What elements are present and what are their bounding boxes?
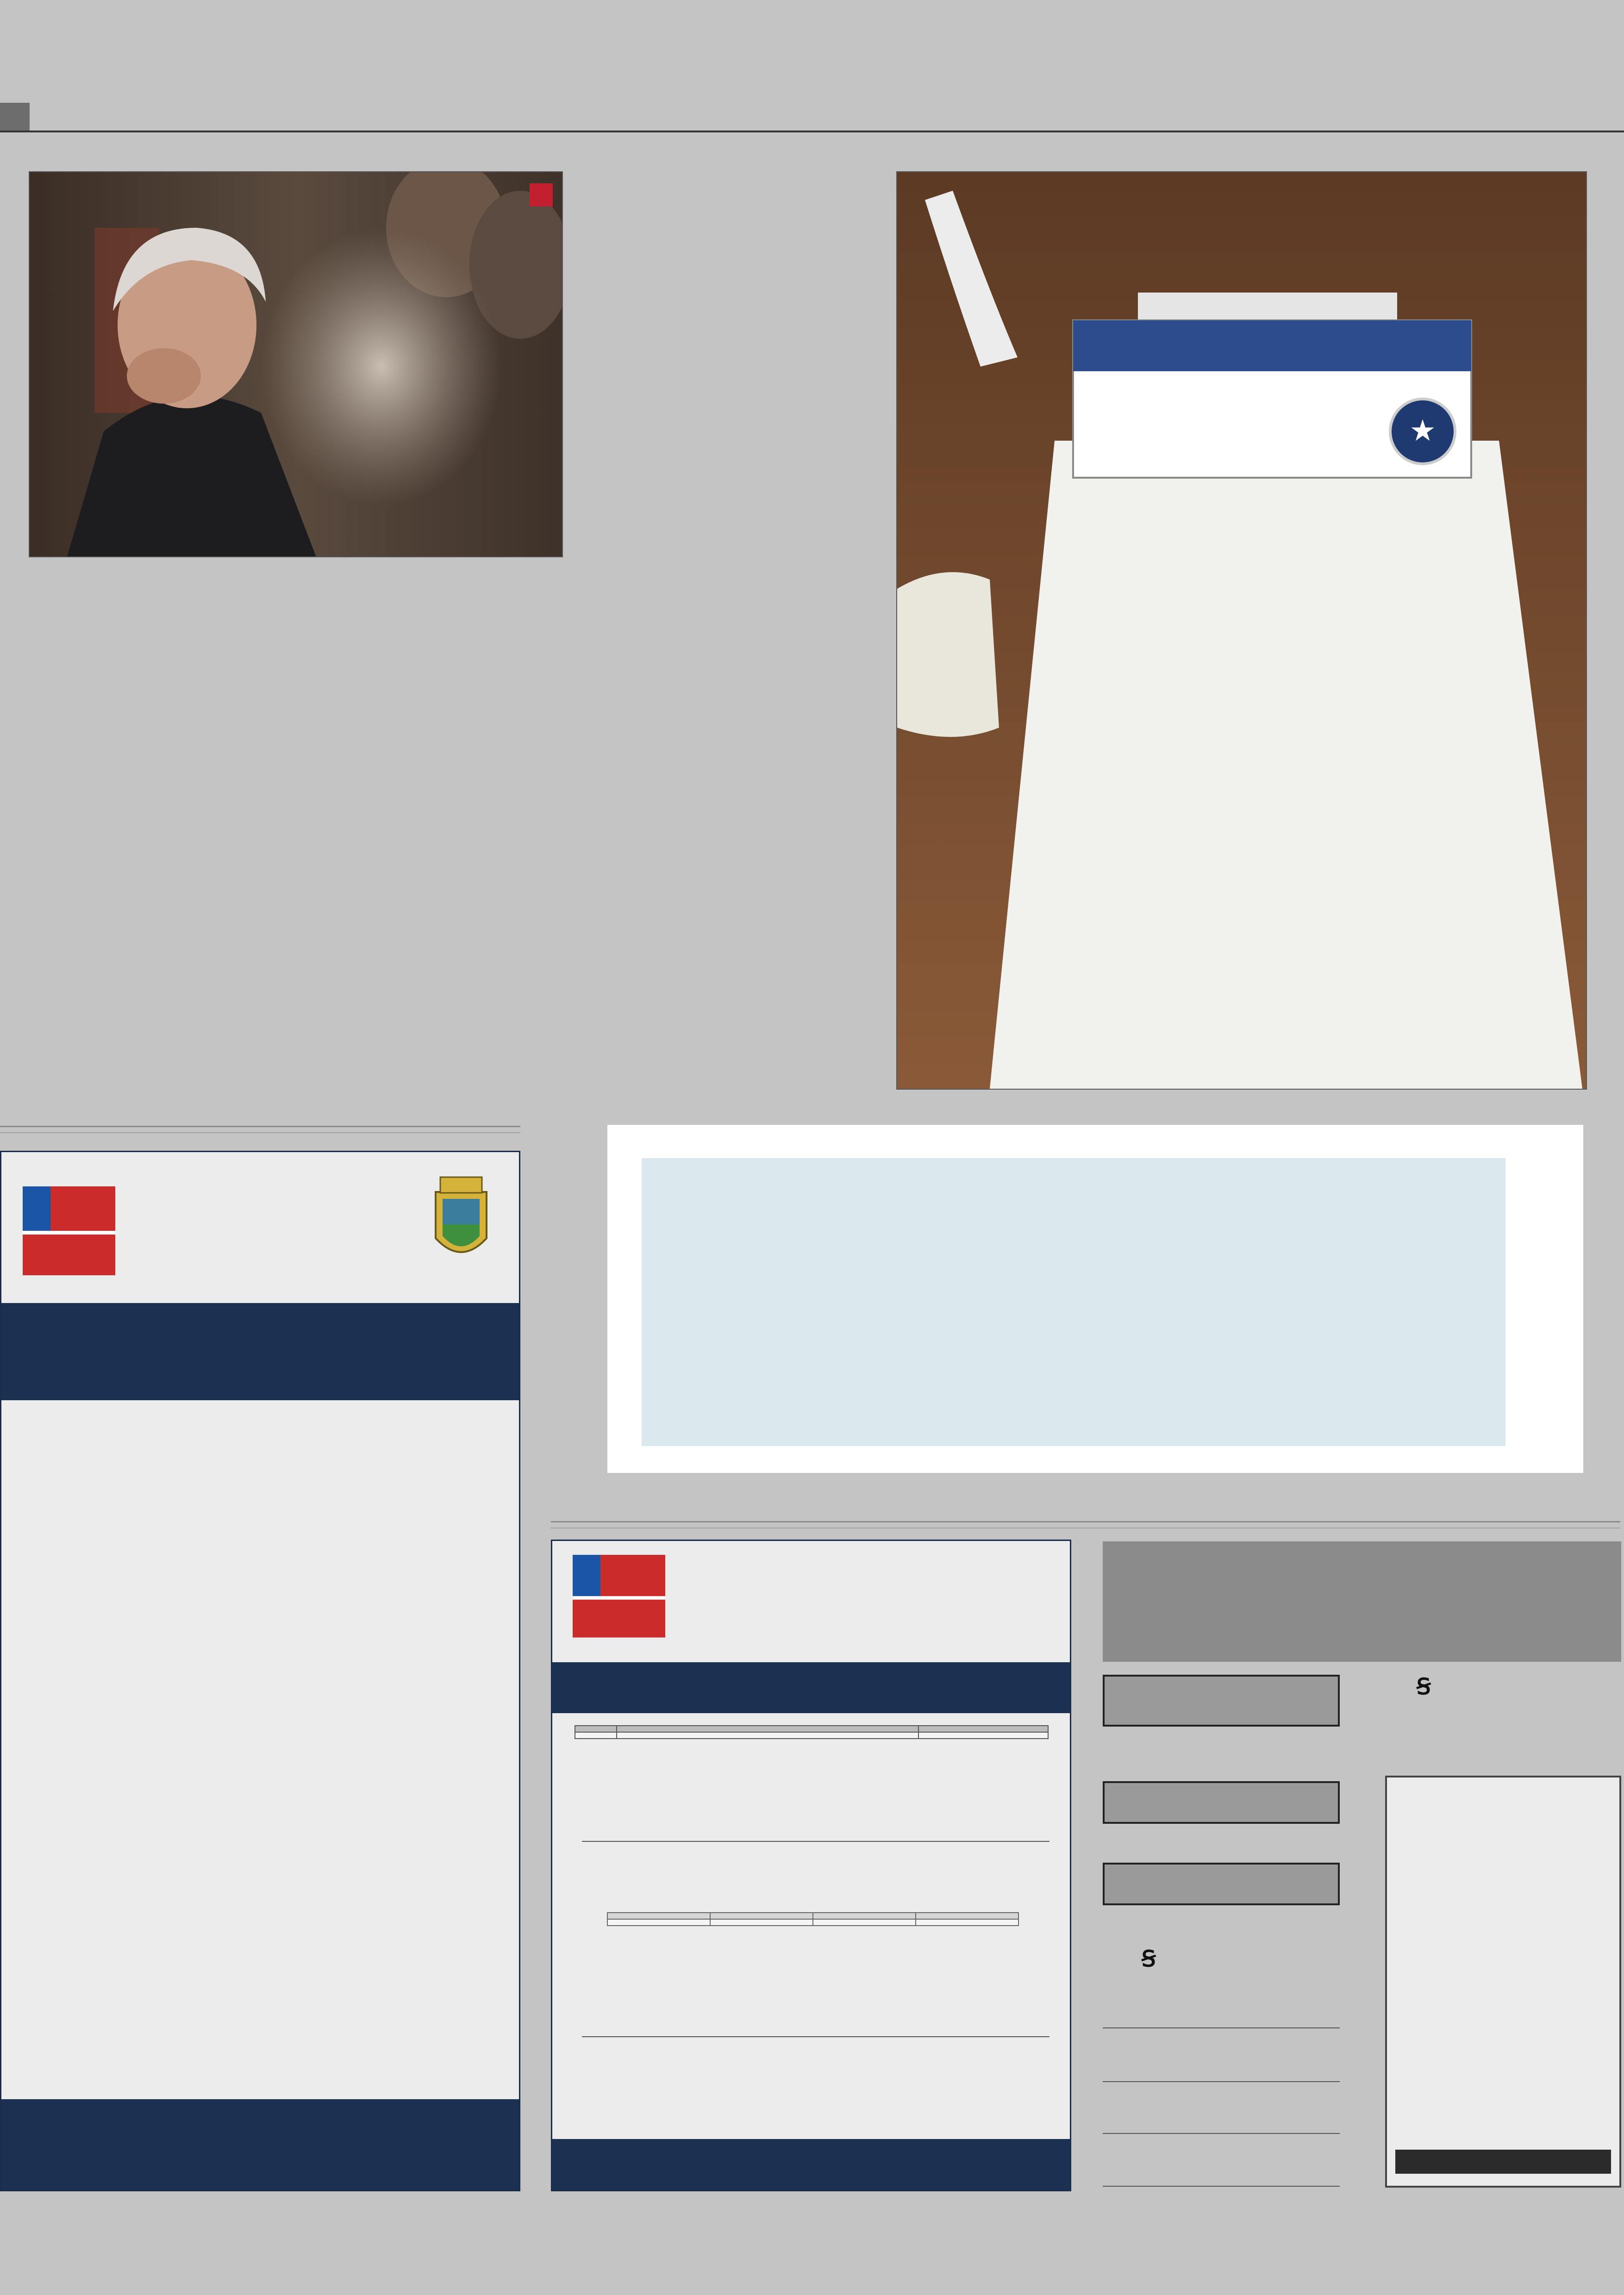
- ad2-requirements-table: [607, 1912, 1019, 1926]
- notice-divider: [1103, 2186, 1340, 2187]
- table-header-row: [575, 1726, 1048, 1732]
- scotiabank-logo-2: [1417, 1674, 1430, 1700]
- table-header: [607, 1913, 710, 1919]
- mayne-nicholls-photo: [29, 171, 563, 557]
- portrait-illustration: [30, 172, 563, 557]
- classifieds-header: [1103, 1541, 1621, 1662]
- notice-divider: [1103, 2081, 1340, 2082]
- table-cell: [918, 1732, 1048, 1739]
- ad1-project-band: [1, 1303, 519, 1400]
- avisos-promo: [1385, 1776, 1621, 2188]
- table-header: [617, 1726, 918, 1732]
- ad2-retiro-block: [582, 1981, 1054, 2036]
- table-header: [813, 1913, 916, 1919]
- scotiabank-s-icon: Ꞩ: [1417, 1675, 1431, 1699]
- ad2-requisitos-block: [582, 1845, 1054, 1905]
- table-cell: [617, 1732, 918, 1739]
- ad1-footer: [1, 2099, 519, 2190]
- ad2-divider-2: [582, 2036, 1049, 2037]
- table-header-row: [607, 1913, 1018, 1919]
- valparaiso-coat-of-arms-icon: [426, 1173, 496, 1271]
- table-row: [607, 1919, 1018, 1926]
- table-cell: [607, 1919, 710, 1926]
- ad2-footer: [552, 2139, 1070, 2190]
- ad1-logo-area: [1, 1152, 519, 1302]
- ad2-venta-block: [582, 2042, 1054, 2134]
- ad2-title-band: [552, 1662, 1070, 1713]
- table-cell: [710, 1919, 813, 1926]
- table-cell: [916, 1919, 1018, 1926]
- coins-illustration: [897, 172, 1587, 1090]
- scotiabank-s-icon: Ꞩ: [1142, 1947, 1156, 1971]
- table-cell: [813, 1919, 916, 1926]
- table-cell: [575, 1732, 617, 1739]
- propuesta-publica-ad: [0, 1151, 520, 2191]
- gendarmeria-flag-logo: [23, 1186, 115, 1275]
- category-1321: [1103, 1863, 1340, 1905]
- separator-bottom: [551, 1521, 1620, 1522]
- ad2-divider: [582, 1841, 1049, 1842]
- table-header: [710, 1913, 813, 1919]
- separator-left-2: [0, 1132, 520, 1133]
- promo-brand: [1395, 2150, 1611, 2174]
- page-number: [0, 103, 30, 131]
- star-icon: ★: [1409, 414, 1436, 447]
- category-1230: [1103, 1781, 1340, 1824]
- table-row: [575, 1732, 1048, 1739]
- table-header: [918, 1726, 1048, 1732]
- table-header: [575, 1726, 617, 1732]
- ad2-project-table: [575, 1725, 1049, 1739]
- gendarmeria-flag-logo-2: [573, 1555, 665, 1638]
- table-header: [916, 1913, 1018, 1919]
- sag-box-inner: [642, 1158, 1505, 1446]
- notice-divider: [1103, 2133, 1340, 2134]
- coins-evidence-photo: [896, 171, 1587, 1090]
- header-rule: [0, 131, 1624, 132]
- category-1215: [1103, 1675, 1340, 1727]
- separator-left: [0, 1126, 520, 1127]
- scotiabank-logo-1: [1142, 1946, 1156, 1972]
- notice-divider: [1103, 2027, 1340, 2028]
- llamado-propuesta-ad: [551, 1540, 1071, 2191]
